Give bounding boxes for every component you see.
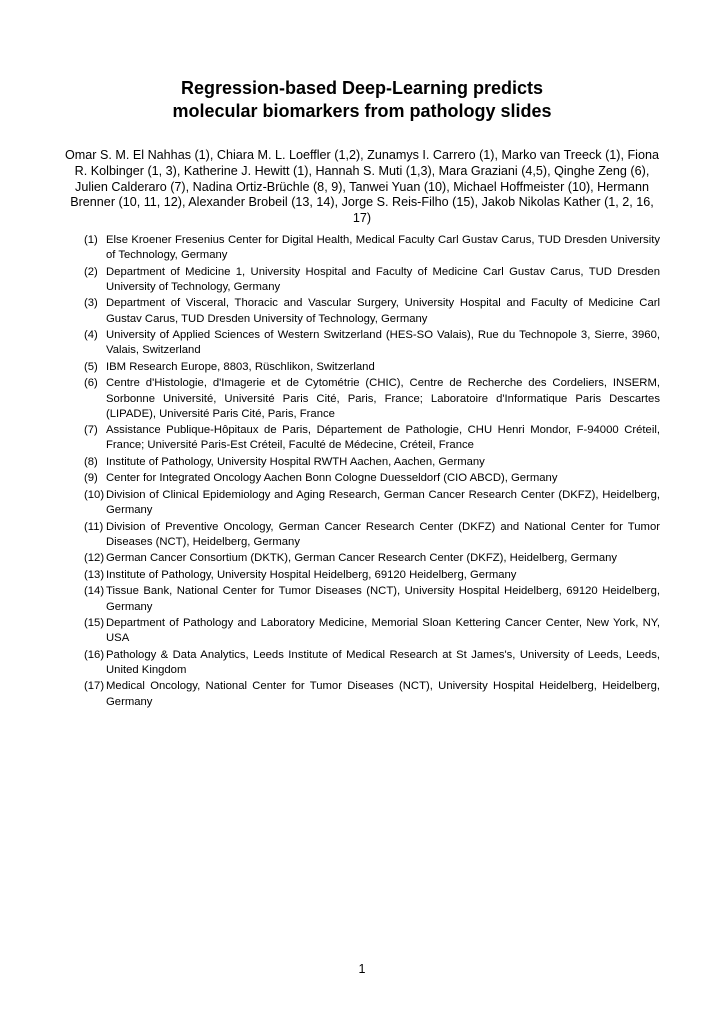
affiliation-number: (12) (84, 552, 105, 565)
affiliation-item (84, 328, 660, 358)
affiliation-item (84, 233, 660, 263)
affiliation-item (84, 471, 660, 486)
affiliation-number: (2) (84, 265, 98, 278)
affiliation-text: Tissue Bank, National Center for Tumor Diseases (NCT), University Hospital Heidelberg, 69120 Heidelberg, Germany (106, 585, 660, 613)
affiliation-item (84, 360, 660, 375)
author-list: Omar S. M. El Nahhas (1), Chiara M. L. Loeffler (1,2), Zunamys I. Carrero (1), Marko van Treeck (1), Fiona R. Kolbinger (1, 3), Katherine J. Hewitt (1), Hannah S. Muti (1,3), Mara Graziani (4,5), Qinghe Zeng (6), Julien Calderaro (7), Nadina Ortiz-Brüchle (8, 9), Tanwei Yuan (10), Michael Hoffmeister (10), Hermann Brenner (10, 11, 12), Alexander Brobeil (13, 14), Jorge S. Reis-Filho (15), Jakob Nikolas Kather (1, 2, 16, 17) (65, 148, 659, 226)
affiliation-text: Center for Integrated Oncology Aachen Bonn Cologne Duesseldorf (CIO ABCD), Germany (106, 472, 558, 485)
affiliation-number: (5) (84, 360, 98, 373)
affiliation-text: Assistance Publique-Hôpitaux de Paris, Département de Pathologie, CHU Henri Mondor, F-94000 Créteil, France; Université Paris-Est Créteil, Faculté de Médecine, Créteil, France (106, 424, 660, 452)
affiliation-text: Division of Preventive Oncology, German Cancer Research Center (DKFZ) and National Center for Tumor Diseases (NCT), Heidelberg, Germany (106, 520, 660, 548)
affiliation-text: Institute of Pathology, University Hospital RWTH Aachen, Aachen, Germany (106, 455, 485, 468)
affiliation-number: (16) (84, 648, 105, 661)
affiliation-number: (6) (84, 377, 98, 390)
affiliation-number: (3) (84, 297, 98, 310)
affiliation-text: Else Kroener Fresenius Center for Digital Health, Medical Faculty Carl Gustav Carus, TUD Dresden University of Technology, Germany (106, 234, 660, 262)
affiliation-number: (15) (84, 617, 105, 630)
affiliation-item (84, 488, 660, 518)
affiliation-text: Department of Pathology and Laboratory Medicine, Memorial Sloan Kettering Cancer Center, New York, NY, USA (106, 617, 660, 645)
affiliation-item (84, 376, 660, 422)
affiliation-item (84, 648, 660, 678)
affiliation-item (84, 616, 660, 646)
affiliation-item (84, 520, 660, 550)
page-number: 1 (358, 962, 366, 976)
affiliation-item (84, 423, 660, 453)
affiliation-item (84, 296, 660, 326)
affiliation-item (84, 551, 660, 566)
affiliation-text: German Cancer Consortium (DKTK), German Cancer Research Center (DKFZ), Heidelberg, Germany (106, 552, 618, 565)
affiliation-text: Medical Oncology, National Center for Tumor Diseases (NCT), University Hospital Heidelberg, Heidelberg, Germany (106, 680, 660, 708)
affiliation-text: Centre d'Histologie, d'Imagerie et de Cytométrie (CHIC), Centre de Recherche des Cordeliers, INSERM, Sorbonne Université, Université Paris Cité, Paris, France; Laboratoire d'Informatique Paris Descartes (LIPADE), Université Paris Cité, Paris, France (106, 377, 660, 420)
affiliation-number: (8) (84, 455, 98, 468)
affiliation-item (84, 455, 660, 470)
affiliation-item (84, 584, 660, 614)
affiliation-number: (10) (84, 488, 105, 501)
affiliation-number: (7) (84, 424, 98, 437)
affiliation-text: University of Applied Sciences of Western Switzerland (HES-SO Valais), Rue du Technopole 3, Sierre, 3960, Valais, Switzerland (106, 329, 660, 357)
affiliation-number: (11) (84, 520, 104, 533)
affiliation-item (84, 265, 660, 295)
affiliation-number: (13) (84, 568, 105, 581)
affiliation-item (84, 568, 660, 583)
affiliation-number: (9) (84, 472, 98, 485)
affiliation-number: (14) (84, 585, 105, 598)
affiliation-text: Department of Visceral, Thoracic and Vascular Surgery, University Hospital and Faculty of Medicine Carl Gustav Carus, TUD Dresden University of Technology, Germany (106, 297, 660, 325)
affiliation-number: (1) (84, 234, 98, 246)
paper-title (0, 77, 724, 123)
title-line-2: molecular biomarkers from pathology slides (172, 101, 552, 121)
affiliation-text: IBM Research Europe, 8803, Rüschlikon, Switzerland (106, 360, 375, 373)
affiliation-text: Pathology & Data Analytics, Leeds Institute of Medical Research at St James's, University of Leeds, Leeds, United Kingdom (106, 648, 660, 676)
affiliation-number: (4) (84, 329, 98, 342)
affiliation-text: Division of Clinical Epidemiology and Aging Research, German Cancer Research Center (DKFZ), Heidelberg, Germany (106, 488, 660, 517)
affiliation-item (84, 679, 660, 709)
affiliation-text: Department of Medicine 1, University Hospital and Faculty of Medicine Carl Gustav Carus, TUD Dresden University of Technology, Germany (106, 265, 660, 293)
affiliation-number: (17) (84, 680, 105, 693)
affiliation-list (84, 233, 660, 711)
affiliation-text: Institute of Pathology, University Hospital Heidelberg, 69120 Heidelberg, Germany (106, 568, 517, 581)
title-line-1: Regression-based Deep-Learning predicts (180, 78, 544, 98)
